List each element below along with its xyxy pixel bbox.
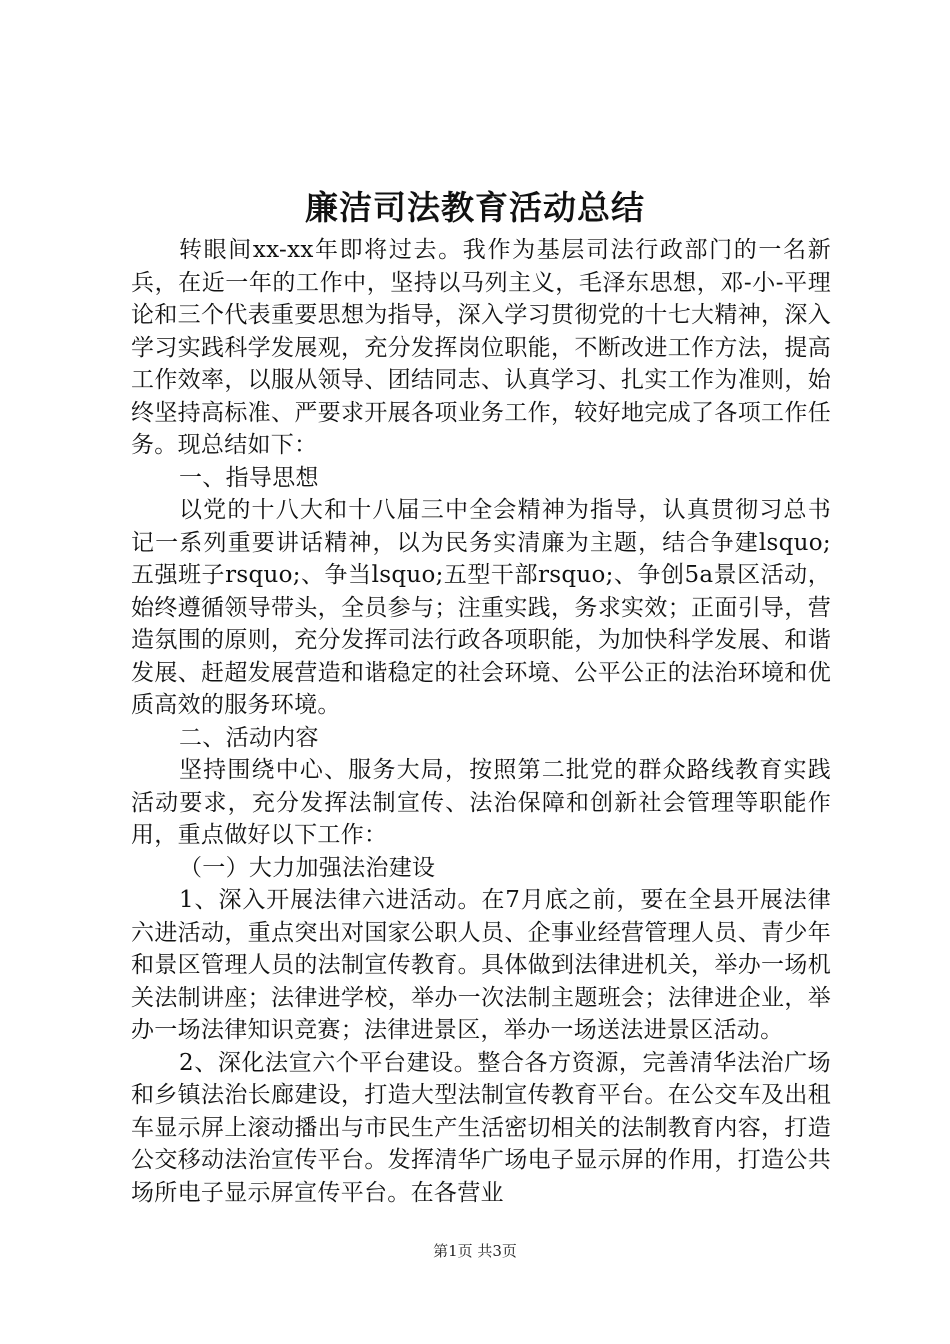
intro-paragraph: 转眼间xx-xx年即将过去。我作为基层司法行政部门的一名新兵，在近一年的工作中，坚持以马列主义，毛泽东思想，邓-小-平理论和三个代表重要思想为指导，深入学习贯彻党的十七大精神，深入学习实践科学发展观，充分发挥岗位职能，不断改进工作方法，提高工作效率，以服从领导、团结同志、认真学习、扎实工作为准则，始终坚持高标准、严要求开展各项业务工作，较好地完成了各项工作任务。现总结如下： [131, 237, 831, 458]
document-title: 廉洁司法教育活动总结 [305, 188, 645, 227]
section-heading-activity-content: 二、活动内容 [179, 724, 319, 751]
section-heading-guiding-thought: 一、指导思想 [179, 464, 319, 491]
item-1-paragraph: 1、深入开展法律六进活动。在7月底之前，要在全县开展法律六进活动，重点突出对国家公职人员、企事业经营管理人员、青少年和景区管理人员的法制宣传教育。具体做到法律进机关，举办一场机关法制讲座；法律进学校，举办一次法制主题班会；法律进企业，举办一场法律知识竞赛；法律进景区，举办一场送法进景区活动。 [131, 887, 831, 1043]
document-body [131, 234, 831, 1209]
guiding-thought-paragraph: 以党的十八大和十八届三中全会精神为指导，认真贯彻习总书记一系列重要讲话精神，以为民务实清廉为主题，结合争建lsquo;五强班子rsquo;、争当lsquo;五型干部rsquo;、争创5a景区活动，始终遵循领导带头，全员参与；注重实践，务求实效；正面引导，营造氛围的原则，充分发挥司法行政各项职能，为加快科学发展、和谐发展、赶超发展营造和谐稳定的社会环境、公平公正的法治环境和优质高效的服务环境。 [131, 497, 831, 718]
activity-content-paragraph: 坚持围绕中心、服务大局，按照第二批党的群众路线教育实践活动要求，充分发挥法制宣传、法治保障和创新社会管理等职能作用，重点做好以下工作： [131, 757, 831, 848]
subsection-heading-rule-of-law: （一）大力加强法治建设 [179, 854, 436, 881]
item-2-paragraph: 2、深化法宣六个平台建设。整合各方资源，完善清华法治广场和乡镇法治长廊建设，打造大型法制宣传教育平台。在公交车及出租车显示屏上滚动播出与市民生产生活密切相关的法制教育内容，打造公交移动法治宣传平台。发挥清华广场电子显示屏的作用，打造公共场所电子显示屏宣传平台。在各营业 [131, 1049, 831, 1206]
page-footer: 第1页 共3页 [433, 1242, 517, 1260]
